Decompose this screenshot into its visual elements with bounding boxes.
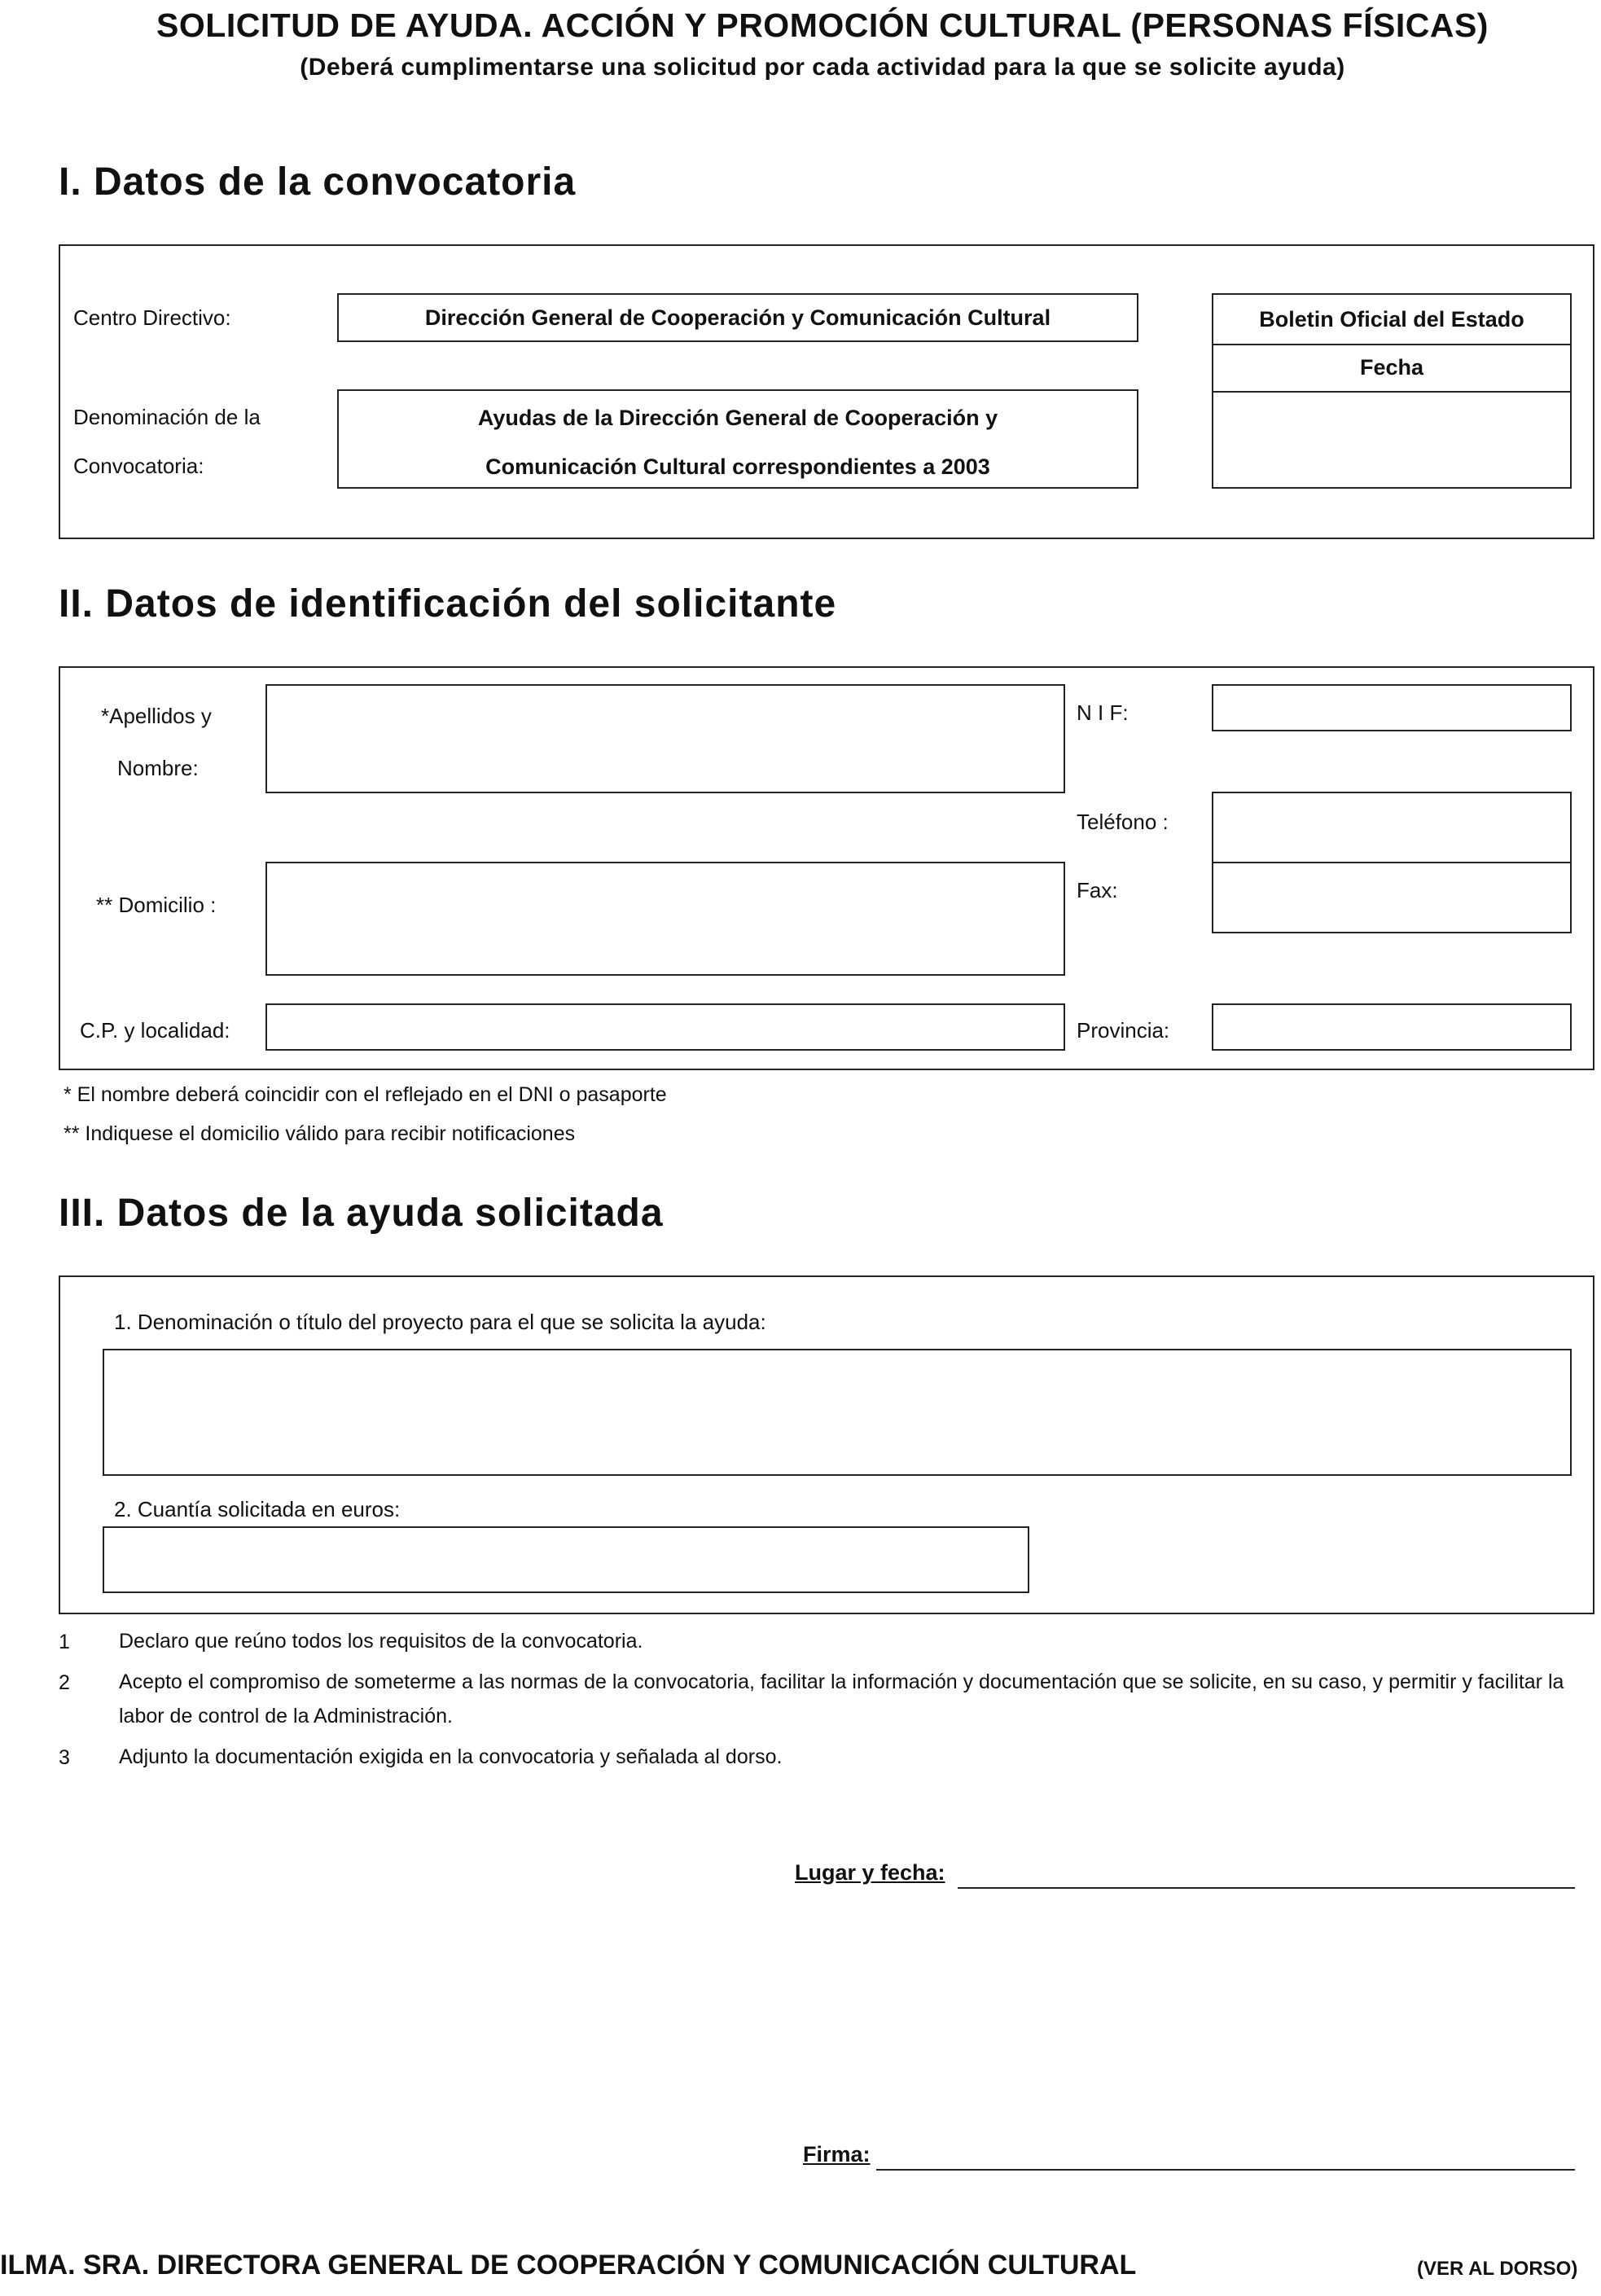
nif-label: N I F: — [1077, 700, 1129, 725]
cuantia-label: 2. Cuantía solicitada en euros: — [114, 1497, 401, 1521]
lugar-fecha-label: Lugar y fecha: — [795, 1860, 945, 1885]
boe-box — [1212, 293, 1572, 489]
addressee: ILMA. SRA. DIRECTORA GENERAL DE COOPERACIÓN Y COMUNICACIÓN CULTURAL — [0, 2250, 1137, 2281]
declaration-number: 3 — [59, 1746, 70, 1769]
centro-directivo-label: Centro Directivo: — [73, 305, 231, 330]
cp-localidad-label: C.P. y localidad: — [80, 1018, 230, 1043]
declaration-number: 1 — [59, 1631, 70, 1653]
declaration-number: 2 — [59, 1671, 70, 1694]
centro-directivo-value: Dirección General de Cooperación y Comunicación Cultural — [424, 305, 1051, 330]
section-3-title: III. Datos de la ayuda solicitada — [59, 1192, 664, 1235]
cuantia-input[interactable] — [103, 1526, 1029, 1593]
domicilio-input[interactable] — [265, 862, 1065, 976]
proyecto-input[interactable] — [103, 1349, 1572, 1476]
fecha-label: Fecha — [1213, 344, 1570, 393]
ver-al-dorso: (VER AL DORSO) — [1417, 2258, 1578, 2280]
apellidos-nombre-input[interactable] — [265, 684, 1065, 793]
firma-line[interactable] — [876, 2169, 1575, 2171]
provincia-label: Provincia: — [1077, 1018, 1170, 1043]
apellidos-label-line1: *Apellidos y — [101, 704, 212, 728]
fecha-input[interactable] — [1213, 393, 1570, 489]
note-domicilio: ** Indiquese el domicilio válido para recibir notificaciones — [64, 1122, 576, 1145]
telefono-input[interactable] — [1212, 792, 1572, 863]
denominacion-value-line2: Comunicación Cultural correspondientes a 2003 — [485, 454, 990, 479]
provincia-input[interactable] — [1212, 1003, 1572, 1051]
nif-input[interactable] — [1212, 684, 1572, 731]
firma-label: Firma: — [803, 2142, 871, 2166]
denominacion-label-line2: Convocatoria: — [73, 454, 204, 478]
boe-label: Boletin Oficial del Estado — [1213, 295, 1570, 345]
declaration-text: Adjunto la documentación exigida en la convocatoria y señalada al dorso. — [119, 1745, 783, 1768]
lugar-fecha-line[interactable] — [958, 1887, 1575, 1889]
proyecto-label: 1. Denominación o título del proyecto para el que se solicita la ayuda: — [114, 1310, 766, 1334]
apellidos-label-line2: Nombre: — [117, 756, 199, 780]
denominacion-field[interactable] — [337, 389, 1138, 489]
centro-directivo-field[interactable] — [337, 293, 1138, 342]
section-1-title: I. Datos de la convocatoria — [59, 160, 577, 204]
denominacion-label-line1: Denominación de la — [73, 405, 261, 429]
section-2-title: II. Datos de identificación del solicitante — [59, 582, 837, 626]
declaration-text: Declaro que reúno todos los requisitos de la convocatoria. — [119, 1630, 643, 1653]
denominacion-value-line1: Ayudas de la Dirección General de Cooperación y — [477, 406, 998, 430]
note-nombre-dni: * El nombre deberá coincidir con el reflejado en el DNI o pasaporte — [64, 1083, 667, 1106]
domicilio-label: ** Domicilio : — [96, 893, 217, 917]
form-subtitle: (Deberá cumplimentarse una solicitud por cada actividad para la que se solicite ayuda) — [300, 54, 1345, 81]
cp-localidad-input[interactable] — [265, 1003, 1065, 1051]
fax-label: Fax: — [1077, 878, 1118, 902]
declaration-text: Acepto el compromiso de someterme a las normas de la convocatoria, facilitar la información y documentación que se solicite, en su caso, y permitir y facilitar la labor de control de la Administración. — [119, 1670, 1564, 1727]
form-title: SOLICITUD DE AYUDA. ACCIÓN Y PROMOCIÓN CULTURAL (PERSONAS FÍSICAS) — [156, 7, 1489, 44]
telefono-label: Teléfono : — [1077, 810, 1169, 834]
fax-input[interactable] — [1212, 862, 1572, 933]
